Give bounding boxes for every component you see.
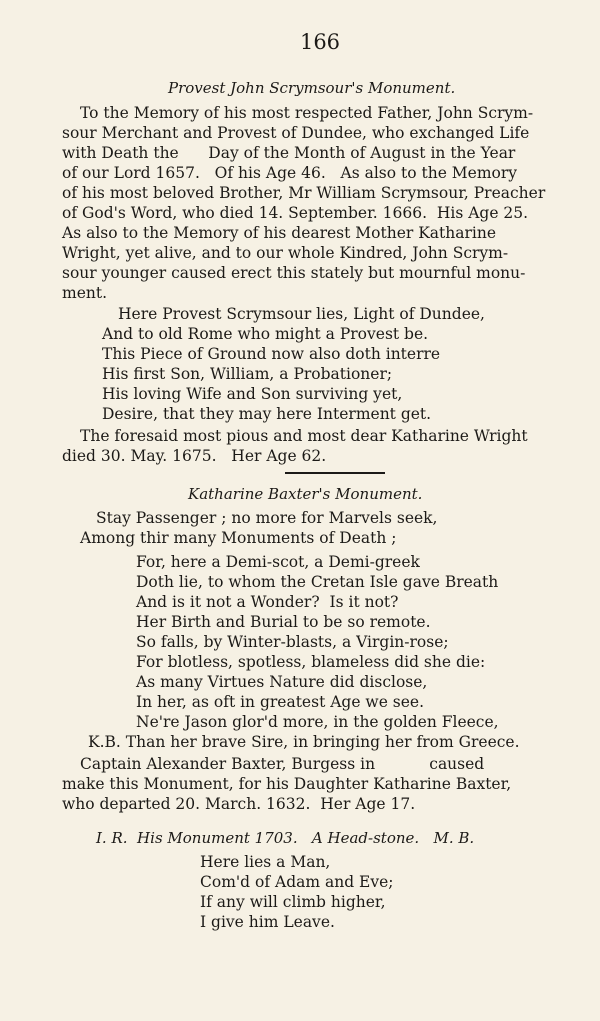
text-line: To the Memory of his most respected Father, John Scrym- [80,104,534,122]
verse-line: Here lies a Man, [200,853,331,871]
text-line: who departed 20. March. 1632. Her Age 17. [62,795,416,813]
verse-line: Com'd of Adam and Eve; [200,873,394,891]
verse-line: I give him Leave. [200,913,335,931]
verse-line: In her, as oft in greatest Age we see. [136,693,425,711]
verse-line: So falls, by Winter-blasts, a Virgin-rose; [136,633,449,651]
text-line: Captain Alexander Baxter, Burgess in caused [80,755,485,773]
verse-line: Desire, that they may here Interment get. [102,405,432,423]
section-divider [285,472,385,474]
section-title-head-stone: I. R. His Monument 1703. A Head-stone. M. B. [96,829,475,847]
verse-line: Her Birth and Burial to be so remote. [136,613,431,631]
verse-line: Stay Passenger ; no more for Marvels seek, [96,509,438,527]
verse-line: If any will climb higher, [200,893,386,911]
text-line: The foresaid most pious and most dear Katharine Wright [80,427,528,445]
verse-line: Ne're Jason glor'd more, in the golden Fleece, [136,713,499,731]
text-line: As also to the Memory of his dearest Mother Katharine [62,224,497,242]
verse-line: And is it not a Wonder? Is it not? [136,593,399,611]
section-title-baxter: Katharine Baxter's Monument. [188,485,423,503]
text-line: of his most beloved Brother, Mr William Scrymsour, Preacher [62,184,546,202]
text-line: make this Monument, for his Daughter Katharine Baxter, [62,775,512,793]
verse-line: For blotless, spotless, blameless did she die: [136,653,486,671]
text-line: died 30. May. 1675. Her Age 62. [62,447,327,465]
text-line: of our Lord 1657. Of his Age 46. As also to the Memory [62,164,518,182]
page-number: 166 [299,30,341,54]
text-line: ment. [62,284,108,302]
verse-line: As many Virtues Nature did disclose, [136,673,428,691]
verse-line: This Piece of Ground now also doth interre [102,345,441,363]
verse-line: Among thir many Monuments of Death ; [80,529,397,547]
verse-line: Doth lie, to whom the Cretan Isle gave Breath [136,573,499,591]
section-title-scrymsour: Provest John Scrymsour's Monument. [168,79,456,97]
verse-line: For, here a Demi-scot, a Demi-greek [136,553,420,571]
verse-line: His loving Wife and Son surviving yet, [102,385,403,403]
verse-line: And to old Rome who might a Provest be. [102,325,429,343]
text-line: of God's Word, who died 14. September. 1666. His Age 25. [62,204,529,222]
text-line: sour younger caused erect this stately but mournful monu- [62,264,526,282]
text-line: Wright, yet alive, and to our whole Kindred, John Scrym- [62,244,509,262]
verse-line: His first Son, William, a Probationer; [102,365,393,383]
text-line: with Death the Day of the Month of August in the Year [62,144,516,162]
verse-line: K.B. Than her brave Sire, in bringing her from Greece. [88,733,520,751]
verse-line: Here Provest Scrymsour lies, Light of Dundee, [118,305,485,323]
text-line: sour Merchant and Provest of Dundee, who exchanged Life [62,124,530,142]
